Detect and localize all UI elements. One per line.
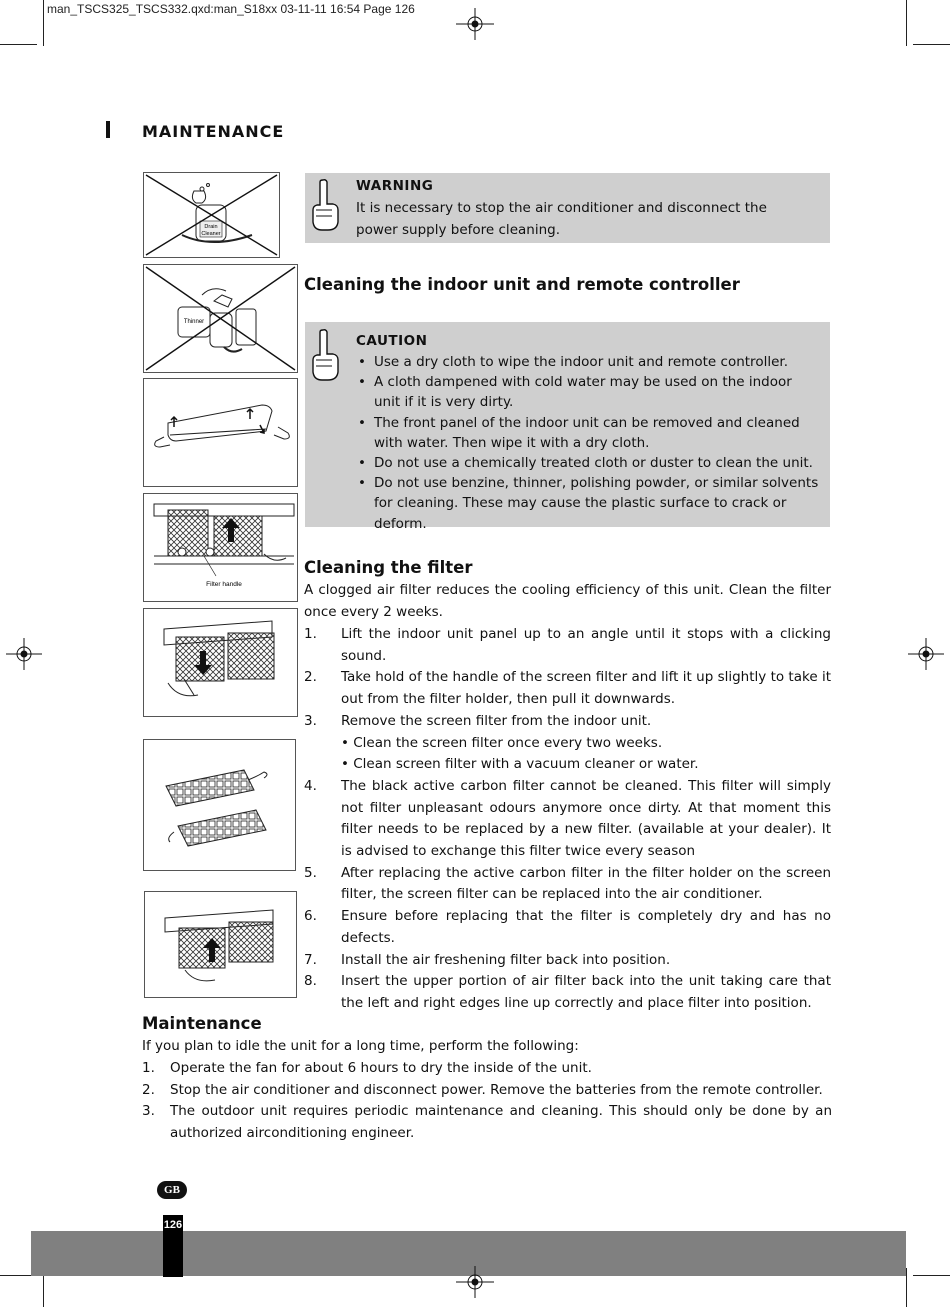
warning-text: It is necessary to stop the air conditioner and disconnect the power supply before cleaning. — [356, 200, 767, 238]
maintenance-step: 3. The outdoor unit requires periodic maintenance and cleaning. This should only be done by an authorized airconditioning engineer. — [142, 1103, 832, 1142]
filter-step: 7. Install the air freshening filter back into position. — [304, 951, 671, 968]
warning-title: WARNING — [356, 178, 434, 194]
registration-mark-right — [908, 638, 944, 670]
figure-carbon-filters — [143, 739, 296, 871]
filter-step: 8. Insert the upper portion of air filter back into the unit taking care that the left and right edges line up correctly and place filter into position. — [304, 973, 831, 1011]
fig1-label-cleaner: Cleaner — [201, 231, 221, 237]
section-marker — [106, 121, 110, 138]
caution-item: • Do not use benzine, thinner, polishing powder, or similar solvents for cleaning. These may cause the plastic surface to crack or deform. — [356, 473, 820, 534]
caution-title: CAUTION — [356, 333, 428, 349]
caution-item: • The front panel of the indoor unit can be removed and cleaned with water. Then wipe it with a dry cloth. — [356, 413, 820, 453]
caution-item: • A cloth dampened with cold water may be used on the indoor unit if it is very dirty. — [356, 372, 820, 412]
caution-list — [356, 352, 820, 534]
filter-step: 1. Lift the indoor unit panel up to an angle until it stops with a clicking sound. — [304, 626, 831, 664]
pointing-hand-icon — [310, 178, 342, 232]
filter-step: 6. Ensure before replacing that the filter is completely dry and has no defects. — [304, 908, 831, 946]
heading-cleaning-indoor: Cleaning the indoor unit and remote controller — [304, 275, 740, 294]
filter-intro: A clogged air filter reduces the cooling efficiency of this unit. Clean the filter once every 2 weeks. — [304, 582, 831, 620]
pointing-hand-icon — [310, 328, 342, 382]
caution-box — [305, 322, 830, 532]
country-badge: GB — [157, 1181, 187, 1199]
registration-mark-left — [6, 638, 42, 670]
page-number: 126 — [163, 1219, 183, 1231]
figure-no-thinner — [143, 264, 298, 373]
warning-box — [305, 173, 830, 243]
fig1-label-drain: Drain — [204, 224, 218, 230]
heading-maintenance: Maintenance — [142, 1014, 262, 1033]
figure-pull-filter-down — [143, 608, 298, 717]
filter-sub-point: • Clean screen filter with a vacuum cleaner or water. — [341, 756, 699, 773]
figure-lift-panel — [143, 378, 298, 487]
fig4-label-filter-handle: Filter handle — [206, 581, 242, 588]
caution-item: • Do not use a chemically treated cloth or duster to clean the unit. — [356, 453, 820, 473]
filter-sub-point: • Clean the screen filter once every two weeks. — [341, 734, 663, 751]
registration-mark-bottom — [456, 1266, 494, 1298]
filter-step: 4. The black active carbon filter cannot be cleaned. This filter will simply not filter unpleasant odours anymore once dirty. At that moment this filter needs to be replaced by a new filter. (available at your dealer). It is advised to exchange this filter twice every season — [304, 777, 831, 860]
registration-mark-top — [456, 8, 494, 40]
filter-step: 3. Remove the screen filter from the indoor unit. — [304, 712, 652, 729]
fig2-label-thinner: Thinner — [183, 319, 205, 325]
figure-insert-filter — [144, 891, 297, 998]
figure-filter-handle — [143, 493, 298, 602]
filter-step: 5. After replacing the active carbon filter in the filter holder on the screen filter, the screen filter can be replaced into the air conditioner. — [304, 864, 831, 903]
section-title: MAINTENANCE — [142, 122, 285, 141]
filter-steps — [304, 624, 831, 1015]
printer-slug: man_TSCS325_TSCS332.qxd:man_S18xx 03-11-11 16:54 Page 126 — [47, 2, 415, 16]
filter-step: 2. Take hold of the handle of the screen filter and lift it up slightly to take it out from the filter holder, then pull it downwards. — [304, 669, 831, 708]
maintenance-step: 2. Stop the air conditioner and disconnect power. Remove the batteries from the remote controller. — [142, 1081, 823, 1098]
maintenance-intro: If you plan to idle the unit for a long time, perform the following: — [142, 1038, 579, 1054]
heading-cleaning-filter: Cleaning the filter — [304, 558, 473, 577]
maintenance-step: 1. Operate the fan for about 6 hours to dry the inside of the unit. — [142, 1060, 592, 1076]
caution-item: • Use a dry cloth to wipe the indoor unit and remote controller. — [356, 352, 820, 372]
maintenance-steps — [142, 1058, 832, 1145]
figure-no-drain-cleaner — [143, 172, 280, 258]
